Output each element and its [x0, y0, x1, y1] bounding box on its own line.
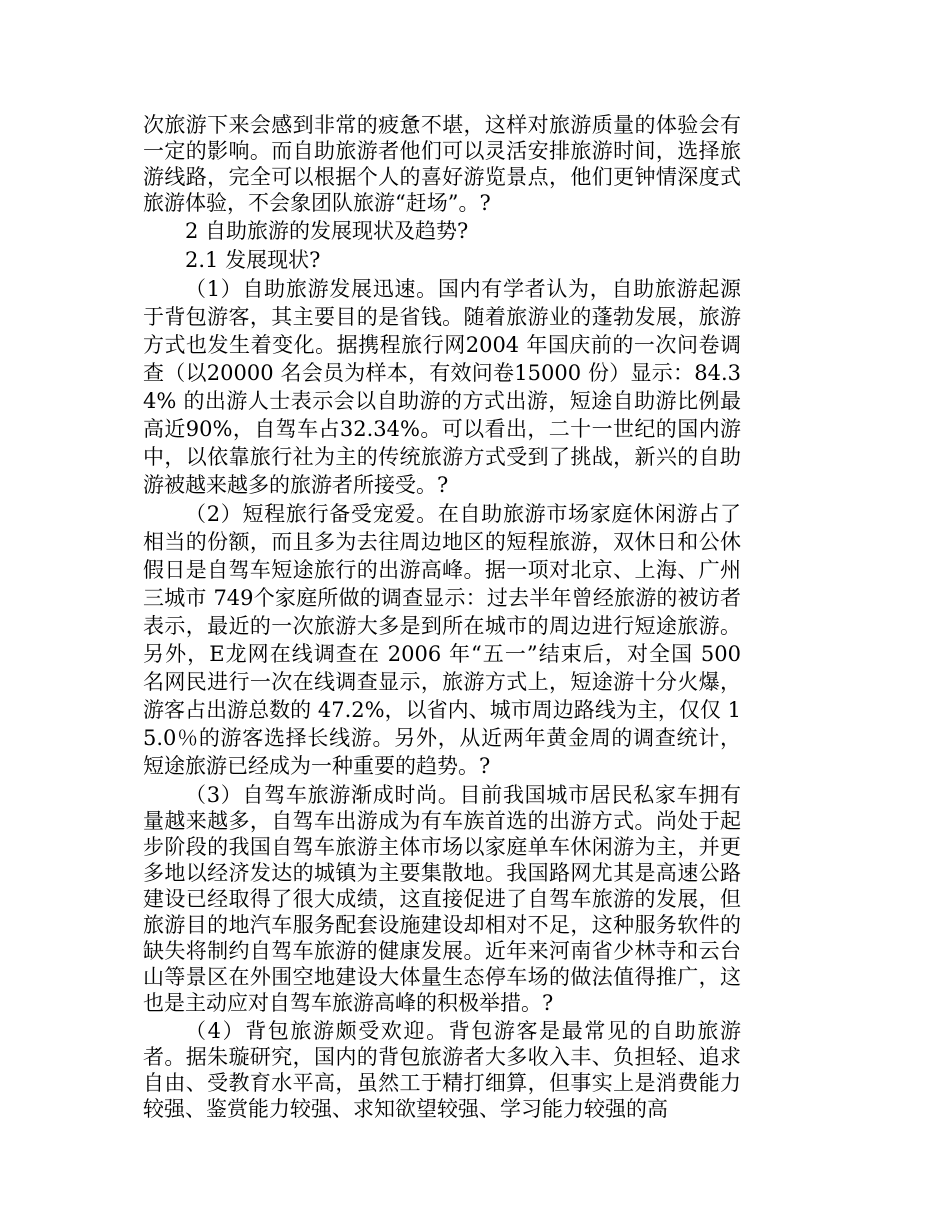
document-page: [143, 112, 741, 1122]
section-heading-2: 2 自助旅游的发展现状及趋势?: [185, 219, 469, 243]
paragraph-intro: 次旅游下来会感到非常的疲惫不堪，这样对旅游质量的体验会有一定的影响。而自助旅游者他们可以灵活安排旅游时间，选择旅游线路，完全可以根据个人的喜好游览景点，他们更钟情深度式旅游体验，不会象团队旅游“赶场”。?: [143, 113, 741, 215]
paragraph-item-4: （4）背包旅游颇受欢迎。背包游客是最常见的自助旅游者。据朱璇研究，国内的背包旅游者大多收入丰、负担轻、追求自由、受教育水平高，虽然工于精打细算，但事实上是消费能力较强、鉴赏能力较强、求知欲望较强、学习能力较强的高: [143, 1019, 741, 1121]
paragraph-item-2: （2）短程旅行备受宠爱。在自助旅游市场家庭休闲游占了相当的份额，而且多为去往周边地区的短程旅游，双休日和公休假日是自驾车短途旅行的出游高峰。据一项对北京、上海、广州三城市 749个家庭所做的调查显示：过去半年曾经旅游的被访者表示，最近的一次旅游大多是到所在城市的周边进行短途旅游。另外，E龙网在线调查在 2006 年“五一”结束后，对全国 500 名网民进行一次在线调查显示，旅游方式上，短途游十分火爆，游客占出游总数的 47.2%，以省内、城市周边路线为主，仅仅 15.0％的游客选择长线游。另外，从近两年黄金周的调查统计，短途旅游已经成为一种重要的趋势。?: [143, 502, 741, 778]
paragraph-item-3: （3）自驾车旅游渐成时尚。目前我国城市居民私家车拥有量越来越多，自驾车出游成为有车族首选的出游方式。尚处于起步阶段的我国自驾车旅游主体市场以家庭单车休闲游为主，并更多地以经济发达的城镇为主要集散地。我国路网尤其是高速公路建设已经取得了很大成绩，这直接促进了自驾车旅游的发展，但旅游目的地汽车服务配套设施建设却相对不足，这种服务软件的缺失将制约自驾车旅游的健康发展。近年来河南省少林寺和云台山等景区在外围空地建设大体量生态停车场的做法值得推广，这也是主动应对自驾车旅游高峰的积极举措。?: [143, 783, 741, 1015]
subsection-heading-2-1: 2.1 发展现状?: [185, 248, 321, 272]
paragraph-item-1: （1）自助旅游发展迅速。国内有学者认为，自助旅游起源于背包游客，其主要目的是省钱。随着旅游业的蓬勃发展，旅游方式也发生着变化。据携程旅行网2004 年国庆前的一次问卷调查（以20000 名会员为样本，有效问卷15000 份）显示：84.34% 的出游人士表示会以自助游的方式出游，短途自助游比例最高近90%，自驾车占32.34%。可以看出，二十一世纪的国内游中，以依靠旅行社为主的传统旅游方式受到了挑战，新兴的自助游被越来越多的旅游者所接受。?: [143, 277, 741, 497]
